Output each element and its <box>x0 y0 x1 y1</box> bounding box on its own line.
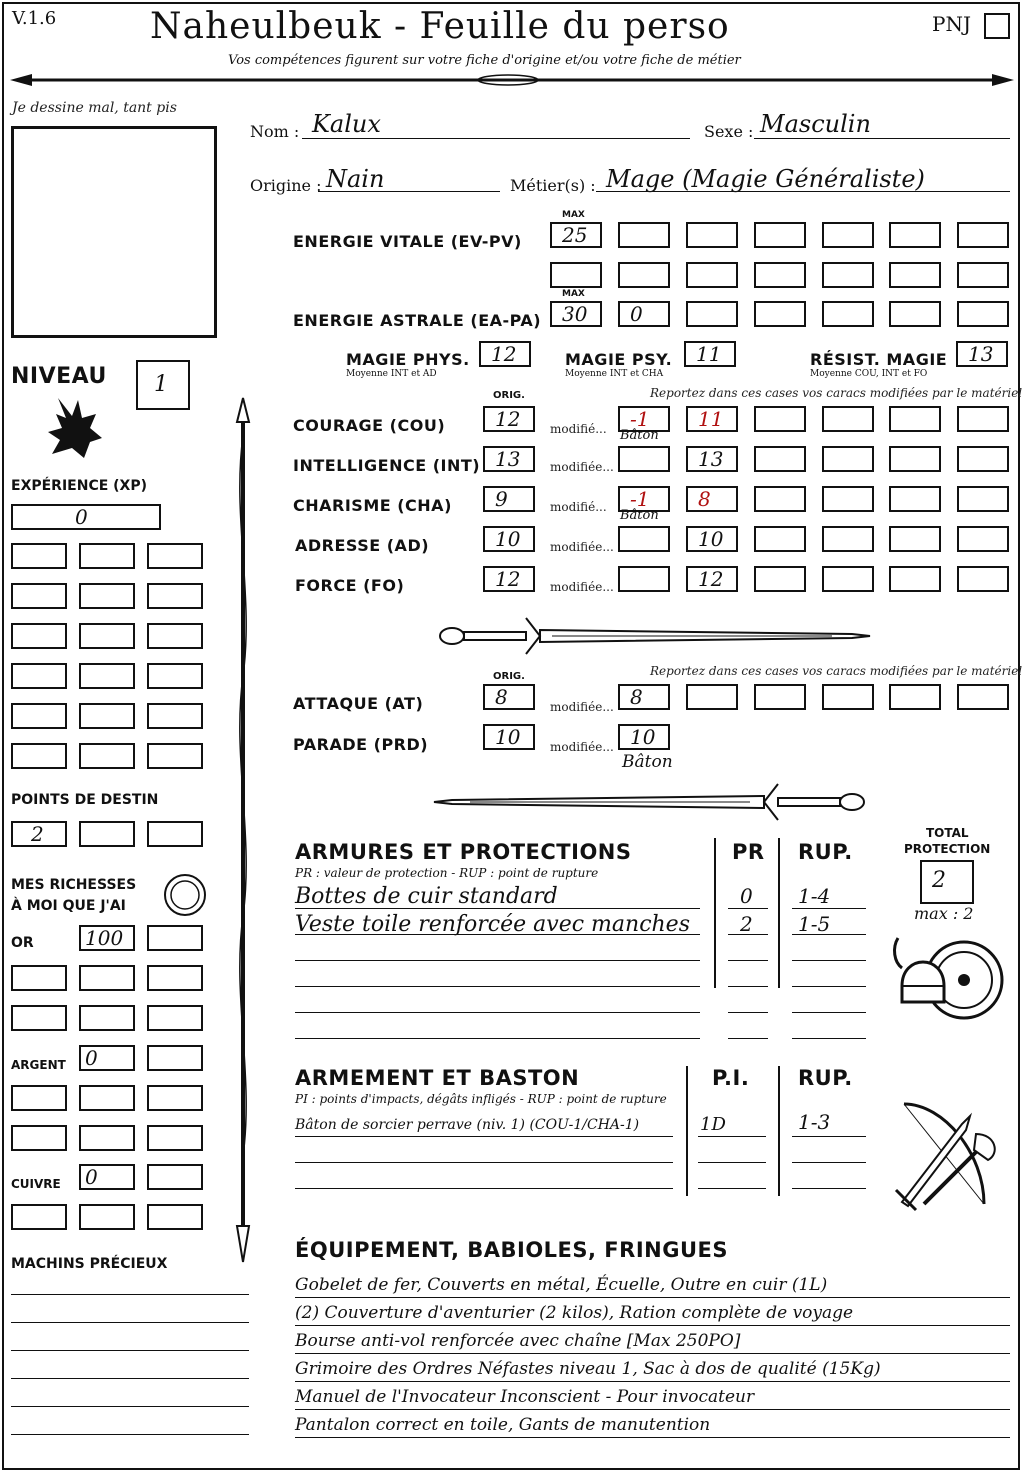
armure-line[interactable] <box>295 960 700 961</box>
stat-orig-box[interactable]: 9 <box>483 486 535 512</box>
stat-orig-box[interactable]: 13 <box>483 446 535 472</box>
armement-note: PI : points d'impacts, dégâts infligés - RUP : point de rupture <box>295 1092 667 1106</box>
combat-note: Bâton <box>622 752 673 772</box>
coin-icon <box>162 872 208 918</box>
ev-box[interactable] <box>822 222 874 248</box>
xp-cell[interactable] <box>147 663 203 689</box>
stat-modif-label: modifié... <box>550 422 607 436</box>
machins-line[interactable] <box>11 1434 249 1435</box>
ev-box[interactable] <box>754 222 806 248</box>
ea-label: ENERGIE ASTRALE (EA-PA) <box>293 311 542 330</box>
armure-pr-line[interactable] <box>728 960 768 961</box>
ea-box[interactable] <box>686 301 738 327</box>
armures-divider <box>778 838 780 988</box>
destin-label: POINTS DE DESTIN <box>11 792 159 808</box>
stat-box[interactable] <box>889 566 941 592</box>
sexe-line <box>754 138 1010 139</box>
arme-rup-line[interactable] <box>792 1188 866 1189</box>
machins-label: MACHINS PRÉCIEUX <box>11 1256 168 1272</box>
armure-rup-line[interactable] <box>792 1038 866 1039</box>
stat-mod-box[interactable] <box>618 526 670 552</box>
armement-pi-header: P.I. <box>712 1066 750 1090</box>
ev-label: ENERGIE VITALE (EV-PV) <box>293 232 522 251</box>
ev-box[interactable] <box>618 222 670 248</box>
portrait-caption: Je dessine mal, tant pis <box>12 100 177 116</box>
xp-cell[interactable] <box>11 583 67 609</box>
armement-divider <box>778 1066 780 1196</box>
armure-line[interactable] <box>295 1012 700 1013</box>
ev-box[interactable] <box>889 222 941 248</box>
combat-box[interactable] <box>822 684 874 710</box>
ev-box[interactable] <box>686 222 738 248</box>
dragon-icon <box>38 392 106 464</box>
or-box[interactable] <box>147 925 203 951</box>
equipement-title: ÉQUIPEMENT, BABIOLES, FRINGUES <box>295 1238 728 1262</box>
combat-modif-label: modifiée... <box>550 740 614 754</box>
stat-modif-label: modifiée... <box>550 460 614 474</box>
stat-box[interactable] <box>889 446 941 472</box>
argent-box[interactable] <box>79 1125 135 1151</box>
combat-orig-box[interactable]: 10 <box>483 724 535 750</box>
stat-box[interactable] <box>754 406 806 432</box>
armures-note: PR : valeur de protection - RUP : point de rupture <box>295 866 599 880</box>
stat-box[interactable] <box>889 486 941 512</box>
machins-line[interactable] <box>11 1350 249 1351</box>
stat-mod-box[interactable]: -1 <box>618 486 670 512</box>
armures-pr-header: PR <box>732 840 765 864</box>
equipement-line <box>295 1325 1010 1326</box>
armures-title: ARMURES ET PROTECTIONS <box>295 840 632 864</box>
xp-cell[interactable] <box>79 543 135 569</box>
or-box[interactable] <box>11 965 67 991</box>
armure-pr[interactable]: 2 <box>740 912 753 936</box>
stat-final-box[interactable]: 10 <box>686 526 738 552</box>
ev-box[interactable] <box>822 262 874 288</box>
cuivre-box[interactable] <box>147 1204 203 1230</box>
cuivre-box[interactable] <box>11 1204 67 1230</box>
argent-label: ARGENT <box>11 1058 66 1072</box>
armure-pr-line[interactable] <box>728 1038 768 1039</box>
or-box[interactable] <box>79 1005 135 1031</box>
xp-cell[interactable] <box>79 743 135 769</box>
combat-modif-label: modifiée... <box>550 700 614 714</box>
helmet-shield-icon <box>888 928 1008 1028</box>
stat-label: CHARISME (CHA) <box>293 496 452 515</box>
ea-box[interactable]: 0 <box>618 301 670 327</box>
ea-box[interactable] <box>754 301 806 327</box>
stat-mod-note: Bâton <box>620 428 659 443</box>
destin-box[interactable]: 2 <box>11 821 67 847</box>
armement-divider <box>686 1066 688 1196</box>
stat-final-box[interactable]: 11 <box>686 406 738 432</box>
arme-pi-line[interactable] <box>698 1162 766 1163</box>
subtitle: Vos compétences figurent sur votre fiche d'origine et/ou votre fiche de métier <box>228 53 741 68</box>
combat-box[interactable] <box>686 684 738 710</box>
combat-final-box[interactable]: 8 <box>618 684 670 710</box>
orig-label: ORIG. <box>493 671 525 682</box>
nom-label: Nom : <box>250 122 300 141</box>
sexe-value[interactable]: Masculin <box>760 110 871 138</box>
argent-box[interactable]: 0 <box>79 1045 135 1071</box>
combat-final-box[interactable]: 10 <box>618 724 670 750</box>
or-box[interactable] <box>147 1005 203 1031</box>
niveau-box[interactable]: 1 <box>136 360 190 410</box>
spear-icon <box>228 396 258 1264</box>
stat-label: INTELLIGENCE (INT) <box>293 456 481 475</box>
stat-modif-label: modifiée... <box>550 580 614 594</box>
argent-box[interactable] <box>11 1125 67 1151</box>
equipement-item[interactable]: Manuel de l'Invocateur Inconscient - Pour invocateur <box>295 1387 755 1407</box>
cuivre-box[interactable]: 0 <box>79 1164 135 1190</box>
spear-divider-icon <box>8 66 1016 94</box>
resist-magie-box[interactable]: 13 <box>956 341 1008 367</box>
armure-pr-line <box>728 934 768 935</box>
stat-mod-note: Bâton <box>620 508 659 523</box>
crossed-weapons-icon <box>884 1094 1008 1218</box>
resist-magie-label: RÉSIST. MAGIE <box>810 350 948 369</box>
argent-box[interactable] <box>147 1125 203 1151</box>
combat-label: PARADE (PRD) <box>293 735 429 754</box>
arme-line[interactable] <box>295 1162 673 1163</box>
portrait-box[interactable] <box>11 126 217 338</box>
origine-value[interactable]: Nain <box>326 165 385 193</box>
magie-phys-label: MAGIE PHYS. <box>346 350 470 369</box>
ea-box[interactable] <box>889 301 941 327</box>
arme-name[interactable]: Bâton de sorcier perrave (niv. 1) (COU-1/CHA-1) <box>295 1117 640 1133</box>
sexe-label: Sexe : <box>704 122 754 141</box>
total-label: TOTAL <box>926 826 969 840</box>
equipement-item[interactable]: Grimoire des Ordres Néfastes niveau 1, Sac à dos de qualité (15Kg) <box>295 1359 881 1379</box>
armure-rup-line[interactable] <box>792 1012 866 1013</box>
ev-box[interactable] <box>550 262 602 288</box>
xp-cell[interactable] <box>11 703 67 729</box>
magie-phys-box[interactable]: 12 <box>479 341 531 367</box>
stat-box[interactable] <box>957 406 1009 432</box>
ev-max-label: MAX <box>562 210 585 220</box>
stat-box[interactable] <box>754 486 806 512</box>
orig-label: ORIG. <box>493 390 525 401</box>
pnj-label: PNJ <box>932 12 971 36</box>
richesses-label-2: À MOI QUE J'AI <box>11 898 126 914</box>
stat-box[interactable] <box>822 566 874 592</box>
richesses-label: MES RICHESSES <box>11 877 137 893</box>
combat-label: ATTAQUE (AT) <box>293 694 424 713</box>
armure-name[interactable]: Bottes de cuir standard <box>295 884 558 909</box>
armure-line <box>295 934 700 935</box>
xp-cell[interactable] <box>11 743 67 769</box>
magie-psy-box[interactable]: 11 <box>684 341 736 367</box>
xp-cell[interactable] <box>11 543 67 569</box>
argent-box[interactable] <box>147 1085 203 1111</box>
destin-box[interactable] <box>79 821 135 847</box>
total-max-note: max : 2 <box>914 904 974 923</box>
xp-cell[interactable] <box>147 583 203 609</box>
stat-box[interactable] <box>822 526 874 552</box>
stat-box[interactable] <box>822 406 874 432</box>
stat-box[interactable] <box>754 446 806 472</box>
stat-label: ADRESSE (AD) <box>295 536 430 555</box>
argent-box[interactable] <box>79 1085 135 1111</box>
machins-line[interactable] <box>11 1294 249 1295</box>
ea-max-box[interactable]: 30 <box>550 301 602 327</box>
stat-box[interactable] <box>889 526 941 552</box>
armure-pr-line[interactable] <box>728 1012 768 1013</box>
stat-box[interactable] <box>754 566 806 592</box>
magie-psy-note: Moyenne INT et CHA <box>565 369 664 379</box>
nom-line <box>302 138 690 139</box>
metier-label: Métier(s) : <box>510 176 596 195</box>
stat-box[interactable] <box>822 486 874 512</box>
xp-cell[interactable] <box>79 623 135 649</box>
stat-final-box[interactable]: 8 <box>686 486 738 512</box>
or-box[interactable] <box>11 1005 67 1031</box>
stat-box[interactable] <box>822 446 874 472</box>
arme-pi[interactable]: 1D <box>700 1114 726 1135</box>
ev-box[interactable] <box>957 222 1009 248</box>
armure-rup[interactable]: 1-4 <box>798 884 831 908</box>
stat-box[interactable] <box>957 446 1009 472</box>
xp-cell[interactable] <box>147 543 203 569</box>
xp-cell[interactable] <box>147 623 203 649</box>
armement-rup-header: RUP. <box>798 1066 853 1090</box>
stat-box[interactable] <box>957 486 1009 512</box>
xp-cell[interactable] <box>79 663 135 689</box>
xp-cell[interactable] <box>79 703 135 729</box>
equipement-item[interactable]: (2) Couverture d'aventurier (2 kilos), Ration complète de voyage <box>295 1303 854 1323</box>
total-label-2: PROTECTION <box>904 842 991 856</box>
cuivre-box[interactable] <box>79 1204 135 1230</box>
machins-line[interactable] <box>11 1322 249 1323</box>
equipement-line <box>295 1353 1010 1354</box>
combat-box[interactable] <box>957 684 1009 710</box>
arme-rup-line <box>792 1136 866 1137</box>
stat-box[interactable] <box>889 406 941 432</box>
armure-rup-line <box>792 934 866 935</box>
armure-line <box>295 908 700 909</box>
armure-rup-line[interactable] <box>792 986 866 987</box>
stat-label: FORCE (FO) <box>295 576 405 595</box>
pnj-checkbox[interactable] <box>984 13 1010 39</box>
combat-box[interactable] <box>889 684 941 710</box>
arme-rup-line[interactable] <box>792 1162 866 1163</box>
ea-box[interactable] <box>957 301 1009 327</box>
stat-orig-box[interactable]: 12 <box>483 566 535 592</box>
destin-box[interactable] <box>147 821 203 847</box>
stat-modif-label: modifiée... <box>550 540 614 554</box>
machins-line[interactable] <box>11 1378 249 1379</box>
or-box[interactable] <box>79 965 135 991</box>
magie-psy-label: MAGIE PSY. <box>565 350 673 369</box>
arme-line[interactable] <box>295 1188 673 1189</box>
ev-box[interactable] <box>957 262 1009 288</box>
armures-divider <box>714 838 716 988</box>
armure-pr-line <box>728 908 768 909</box>
equipement-item[interactable]: Bourse anti-vol renforcée avec chaîne [Max 250PO] <box>295 1331 741 1351</box>
stat-final-box[interactable]: 13 <box>686 446 738 472</box>
equipement-item[interactable]: Gobelet de fer, Couverts en métal, Écuelle, Outre en cuir (1L) <box>295 1275 828 1295</box>
metier-value[interactable]: Mage (Magie Généraliste) <box>606 165 925 193</box>
total-protection-box[interactable]: 2 <box>920 860 974 904</box>
arme-rup[interactable]: 1-3 <box>798 1110 831 1134</box>
ev-box[interactable] <box>686 262 738 288</box>
combat-orig-box[interactable]: 8 <box>483 684 535 710</box>
report-note: Reportez dans ces cases vos caracs modifiées par le matériel <box>650 664 1023 678</box>
ev-max-box[interactable]: 25 <box>550 222 602 248</box>
equipement-line <box>295 1409 1010 1410</box>
xp-cell[interactable] <box>11 663 67 689</box>
ea-max-label: MAX <box>562 289 585 299</box>
arme-line <box>295 1136 673 1137</box>
origine-label: Origine : <box>250 176 322 195</box>
or-box[interactable] <box>147 965 203 991</box>
armure-rup-line[interactable] <box>792 960 866 961</box>
cuivre-box[interactable] <box>147 1164 203 1190</box>
magie-phys-note: Moyenne INT et AD <box>346 369 437 379</box>
equipement-line <box>295 1381 1010 1382</box>
stat-mod-box[interactable]: -1 <box>618 406 670 432</box>
niveau-label: NIVEAU <box>11 364 107 389</box>
stat-label: COURAGE (COU) <box>293 416 446 435</box>
stat-mod-box[interactable] <box>618 446 670 472</box>
stat-box[interactable] <box>957 526 1009 552</box>
arme-pi-line[interactable] <box>698 1188 766 1189</box>
ev-box[interactable] <box>618 262 670 288</box>
armure-pr-line[interactable] <box>728 986 768 987</box>
nom-value[interactable]: Kalux <box>312 110 381 138</box>
armure-line[interactable] <box>295 986 700 987</box>
stat-mod-box[interactable] <box>618 566 670 592</box>
stat-box[interactable] <box>754 526 806 552</box>
combat-box[interactable] <box>754 684 806 710</box>
or-box[interactable]: 100 <box>79 925 135 951</box>
sword-icon <box>432 614 872 658</box>
ev-box[interactable] <box>889 262 941 288</box>
page-title: Naheulbeuk - Feuille du perso <box>150 6 730 47</box>
argent-box[interactable] <box>147 1045 203 1071</box>
armure-rup[interactable]: 1-5 <box>798 912 831 936</box>
armures-rup-header: RUP. <box>798 840 853 864</box>
xp-cell[interactable] <box>147 743 203 769</box>
equipement-line <box>295 1297 1010 1298</box>
armure-rup-line <box>792 908 866 909</box>
report-note: Reportez dans ces cases vos caracs modifiées par le matériel <box>650 386 1023 400</box>
ev-box[interactable] <box>754 262 806 288</box>
xp-cell[interactable] <box>11 623 67 649</box>
equipement-item[interactable]: Pantalon correct en toile, Gants de manutention <box>295 1415 711 1435</box>
stat-final-box[interactable]: 12 <box>686 566 738 592</box>
cuivre-label: CUIVRE <box>11 1177 61 1191</box>
stat-modif-label: modifié... <box>550 500 607 514</box>
or-label: OR <box>11 935 34 951</box>
armure-name[interactable]: Veste toile renforcée avec manches <box>295 912 690 937</box>
ea-box[interactable] <box>822 301 874 327</box>
arme-pi-line <box>698 1136 766 1137</box>
equipement-line <box>295 1437 1010 1438</box>
machins-line[interactable] <box>11 1406 249 1407</box>
armure-pr[interactable]: 0 <box>740 884 753 908</box>
sword-icon <box>430 780 872 824</box>
armure-line[interactable] <box>295 1038 700 1039</box>
stat-orig-box[interactable]: 12 <box>483 406 535 432</box>
argent-box[interactable] <box>11 1085 67 1111</box>
xp-cell[interactable] <box>79 583 135 609</box>
stat-box[interactable] <box>957 566 1009 592</box>
version-label: V.1.6 <box>12 8 57 29</box>
armement-title: ARMEMENT ET BASTON <box>295 1066 580 1090</box>
xp-box[interactable]: 0 <box>11 504 161 530</box>
xp-cell[interactable] <box>147 703 203 729</box>
stat-orig-box[interactable]: 10 <box>483 526 535 552</box>
resist-magie-note: Moyenne COU, INT et FO <box>810 369 928 379</box>
xp-label: EXPÉRIENCE (XP) <box>11 478 148 494</box>
